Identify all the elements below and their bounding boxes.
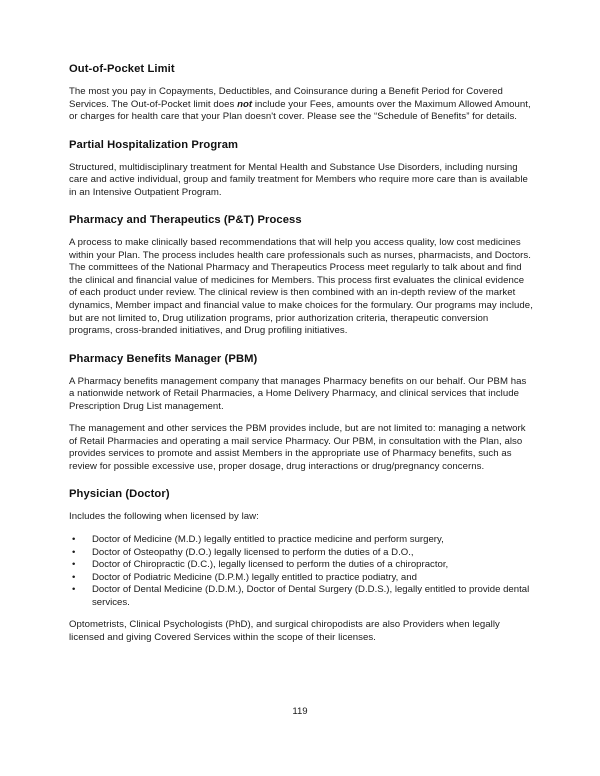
section-partial-hospitalization-program <box>69 138 533 200</box>
section-heading: Partial Hospitalization Program <box>69 138 239 151</box>
paragraph: A Pharmacy benefits management company that manages Pharmacy benefits on our behalf. Our PBM has a nationwide network of Retail Pharmacies, a Home Delivery Pharmacy, and clinical services that include Prescription Drug List management. <box>69 375 527 412</box>
paragraph: Optometrists, Clinical Psychologists (PhD), and surgical chiropodists are also Providers when legally licensed and giving Covered Services within the scope of their licenses. <box>69 619 500 643</box>
paragraph: A process to make clinically based recommendations that will help you access quality, low cost medicines within your Plan. The process includes health care professionals such as nurses, pharmacists, and Doctors. The committees of the National Pharmacy and Therapeutics Process meet regularly to talk about and find the clinical and financial value of medicines for Members. This process first evaluates the clinical evidence of each product under review. The clinical review is then combined with an in-depth review of the market dynamics, Member impact and financial value to make choices for the formulary. Our programs may include, but are not limited to, Drug utilization programs, prior authorization criteria, therapeutic conversion programs, cross-branded initiatives, and Drug profiling initiatives. <box>69 237 533 337</box>
paragraph: Includes the following when licensed by law: <box>69 511 259 523</box>
page-content <box>69 62 533 644</box>
bullet-icon: • <box>72 559 76 571</box>
paragraph: Structured, multidisciplinary treatment for Mental Health and Substance Use Disorders, including nursing care and active individual, group and family treatment for Members who require more care than is available in an Intensive Outpatient Program. <box>69 161 528 198</box>
list-item <box>69 572 533 585</box>
emphasis-text: not <box>237 98 253 110</box>
section-heading: Out-of-Pocket Limit <box>69 63 175 75</box>
bullet-icon: • <box>72 534 76 546</box>
list-item-label: Doctor of Chiropractic (D.C.), legally licensed to perform the duties of a chiropractor, <box>92 559 449 571</box>
section-heading: Pharmacy and Therapeutics (P&T) Process <box>69 214 302 227</box>
bullet-list <box>69 534 533 609</box>
section-physician-doctor <box>69 487 533 644</box>
section-heading: Pharmacy Benefits Manager (PBM) <box>69 352 258 365</box>
bullet-icon: • <box>72 571 76 583</box>
section-pharmacy-and-therapeutics-process <box>69 213 533 337</box>
list-item <box>69 534 533 547</box>
list-item <box>69 547 533 560</box>
list-item <box>69 559 533 572</box>
list-item-label: Doctor of Osteopathy (D.O.) legally licensed to perform the duties of a D.O., <box>92 546 414 558</box>
section-out-of-pocket-limit <box>69 62 533 124</box>
section-heading: Physician (Doctor) <box>69 488 170 501</box>
page-number: 119 <box>292 706 308 717</box>
list-item-label: Doctor of Medicine (M.D.) legally entitled to practice medicine and perform surgery, <box>92 534 444 546</box>
list-item-label: Doctor of Podiatric Medicine (D.P.M.) legally entitled to practice podiatry, and <box>92 571 417 583</box>
paragraph: The most you pay in Copayments, Deductibles, and Coinsurance during a Benefit Period for Covered Services. The Out-of-Pocket limit does not include your Fees, amounts over the Maximum Allowed Amount, or charges for health care that your Plan doesn't cover. Please see the “Schedule of Benefits” for details. <box>69 86 531 123</box>
bullet-icon: • <box>72 584 76 596</box>
paragraph: The management and other services the PBM provides include, but are not limited to: managing a network of Retail Pharmacies and operating a mail service Pharmacy. Our PBM, in consultation with the Plan, also provides services to promote and assist Members in the appropriate use of Pharmacy benefits, such as review for possible excessive use, proper dosage, drug interactions or drug/pregnancy concerns. <box>69 423 526 472</box>
list-item-label: Doctor of Dental Medicine (D.D.M.), Doctor of Dental Surgery (D.D.S.), legally entitled to provide dental services. <box>92 584 530 608</box>
list-item <box>69 584 533 609</box>
bullet-icon: • <box>72 546 76 558</box>
section-pharmacy-benefits-manager <box>69 352 533 474</box>
